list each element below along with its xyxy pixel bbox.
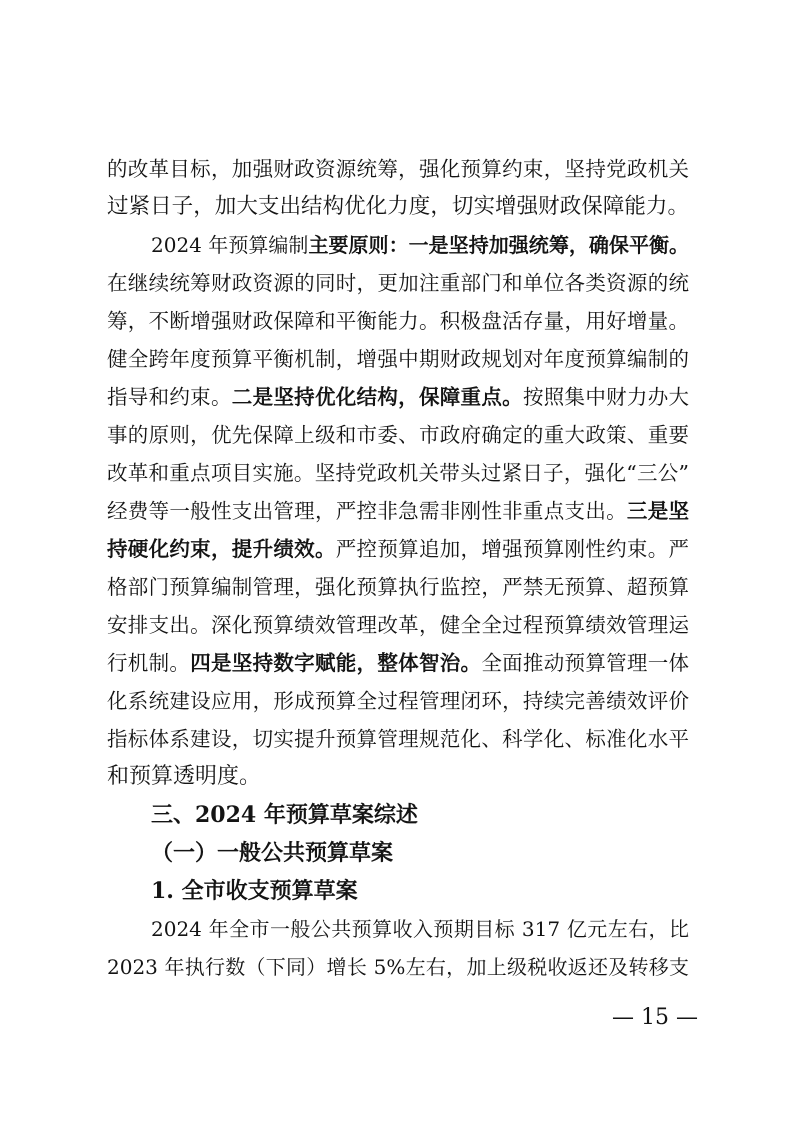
bold-text-segment: 主要原则：一是坚持加强统筹，确保平衡。: [308, 233, 690, 257]
text-segment: 2024 年全市一般公共预算收入预期目标 317 亿元左右，比: [151, 917, 689, 941]
text-segment: 指导和约束。: [107, 385, 232, 409]
text-segment: 2024 年预算编制: [151, 233, 309, 257]
body-line: [107, 454, 689, 492]
text-segment: 安排支出。深化预算绩效管理改革，健全全过程预算绩效管理运: [107, 613, 689, 637]
bold-text-segment: 三是坚: [626, 499, 689, 523]
body-line: [107, 530, 689, 568]
body-line: [107, 720, 689, 758]
body-line: [107, 492, 689, 530]
body-line: [107, 264, 689, 302]
text-segment: 指标体系建设，切实提升预算管理规范化、科学化、标准化水平: [107, 727, 689, 751]
body-line: [107, 644, 689, 682]
body-line: [151, 910, 689, 948]
text-segment: 事的原则，优先保障上级和市委、市政府确定的重大政策、重要: [107, 423, 689, 447]
text-segment: 改革和重点项目实施。坚持党政机关带头过紧日子，强化“三公”: [107, 461, 689, 485]
subsubsection-heading: [151, 872, 689, 910]
text-segment: 2023 年执行数（下同）增长 5%左右，加上级税收返还及转移支: [107, 955, 689, 979]
body-line: [107, 758, 689, 796]
body-line: [107, 568, 689, 606]
text-segment: 在继续统筹财政资源的同时，更加注重部门和单位各类资源的统: [107, 271, 689, 295]
body-line: [151, 226, 689, 264]
subsection-heading: [151, 834, 689, 872]
body-line: [107, 340, 689, 378]
text-segment: 健全跨年度预算平衡机制，增强中期财政规划对年度预算编制的: [107, 347, 689, 371]
section-heading: [151, 796, 689, 834]
bold-text-segment: 四是坚持数字赋能，整体智治。: [190, 651, 482, 675]
bold-text-segment: 三、2024 年预算草案综述: [151, 802, 418, 828]
body-line: [107, 948, 689, 986]
text-segment: 按照集中财力办大: [522, 385, 690, 409]
text-segment: 格部门预算编制管理，强化预算执行监控，严禁无预算、超预算: [107, 575, 689, 599]
text-segment: 全面推动预算管理一体: [481, 651, 690, 675]
body-line: [107, 378, 689, 416]
body-line: [107, 150, 689, 188]
text-segment: 过紧日子，加大支出结构优化力度，切实增强财政保障能力。: [107, 194, 689, 219]
page-number: — 15 —: [612, 1005, 698, 1030]
body-line: [107, 302, 689, 340]
text-segment: 的改革目标，加强财政资源统筹，强化预算约束，坚持党政机关: [107, 157, 689, 181]
text-segment: 严控预算追加，增强预算刚性约束。严: [335, 537, 690, 561]
body-line: [107, 416, 689, 454]
bold-text-segment: 持硬化约束，提升绩效。: [107, 537, 336, 561]
text-segment: 经费等一般性支出管理，严控非急需非刚性非重点支出。: [107, 499, 627, 523]
text-segment: 行机制。: [107, 651, 191, 675]
body-line: [107, 606, 689, 644]
text-segment: 和预算透明度。: [107, 764, 262, 789]
bold-text-segment: （一）一般公共预算草案: [151, 840, 394, 866]
body-line: [107, 188, 689, 226]
body-line: [107, 682, 689, 720]
bold-text-segment: 1. 全市收支预算草案: [151, 878, 358, 904]
text-segment: 筹，不断增强财政保障和平衡能力。积极盘活存量，用好增量。: [107, 309, 689, 333]
text-segment: 化系统建设应用，形成预算全过程管理闭环，持续完善绩效评价: [107, 689, 689, 713]
bold-text-segment: 二是坚持优化结构，保障重点。: [231, 385, 523, 409]
